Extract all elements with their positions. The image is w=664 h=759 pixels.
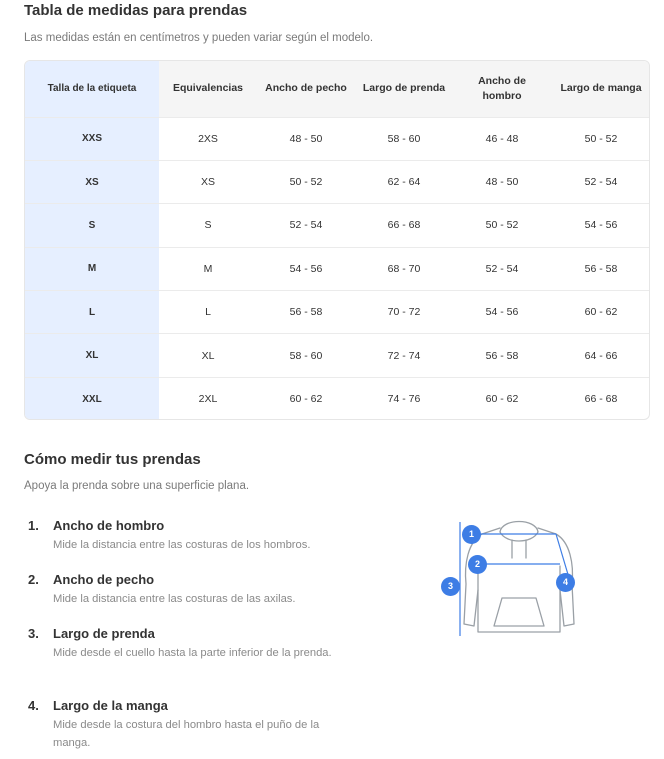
table-cell: 2XL: [159, 377, 257, 420]
table-header-row: [25, 61, 650, 117]
table-cell: M: [159, 247, 257, 290]
table-cell: 60 - 62: [257, 377, 355, 420]
table-cell: M: [25, 247, 159, 290]
measure-badge-4: 4: [556, 573, 575, 592]
table-cell: 46 - 48: [453, 117, 551, 160]
column-header: Ancho de hombro: [453, 61, 551, 117]
table-cell: 70 - 72: [355, 291, 453, 334]
step-name: Largo de la manga: [53, 698, 168, 713]
table-cell: 50 - 52: [257, 160, 355, 203]
table-cell: 48 - 50: [453, 160, 551, 203]
table-cell: 58 - 60: [355, 117, 453, 160]
table-cell: S: [159, 204, 257, 247]
table-row: [25, 291, 650, 334]
table-cell: L: [159, 291, 257, 334]
measure-badge-3: 3: [441, 577, 460, 596]
table-row: [25, 160, 650, 203]
table-cell: 52 - 54: [453, 247, 551, 290]
table-row: [25, 247, 650, 290]
table-cell: 56 - 58: [257, 291, 355, 334]
table-cell: 72 - 74: [355, 334, 453, 377]
table-row: [25, 334, 650, 377]
step-name: Ancho de hombro: [53, 518, 165, 533]
table-cell: 64 - 66: [551, 334, 650, 377]
table-cell: 56 - 58: [551, 247, 650, 290]
column-header: Largo de manga: [551, 61, 650, 117]
table-cell: 50 - 52: [453, 204, 551, 247]
column-header: Largo de prenda: [355, 61, 453, 117]
size-table: [24, 60, 650, 420]
measure-badge-1: 1: [462, 525, 481, 544]
table-cell: XL: [25, 334, 159, 377]
table-cell: 54 - 56: [551, 204, 650, 247]
column-header: Talla de la etiqueta: [25, 61, 159, 117]
step-name: Largo de prenda: [53, 626, 155, 641]
table-cell: S: [25, 204, 159, 247]
table-cell: 2XS: [159, 117, 257, 160]
table-cell: L: [25, 291, 159, 334]
how-to-measure-subtitle: Apoya la prenda sobre una superficie plana.: [24, 480, 250, 492]
table-cell: 66 - 68: [551, 377, 650, 420]
table-cell: 54 - 56: [453, 291, 551, 334]
column-header: Equivalencias: [159, 61, 257, 117]
table-cell: XS: [25, 160, 159, 203]
step-description: Mide la distancia entre las costuras de los hombros.: [53, 539, 311, 551]
table-cell: 48 - 50: [257, 117, 355, 160]
table-cell: XS: [159, 160, 257, 203]
table-cell: 52 - 54: [257, 204, 355, 247]
table-row: [25, 377, 650, 420]
table-cell: 60 - 62: [551, 291, 650, 334]
step-number: 2.: [28, 572, 39, 587]
table-cell: XL: [159, 334, 257, 377]
table-cell: 60 - 62: [453, 377, 551, 420]
table-cell: 54 - 56: [257, 247, 355, 290]
step-description: Mide desde la costura del hombro hasta el puño de la manga.: [53, 719, 320, 749]
table-cell: XXS: [25, 117, 159, 160]
size-table-title: Tabla de medidas para prendas: [24, 2, 248, 19]
step-name: Ancho de pecho: [53, 572, 155, 587]
table-cell: 50 - 52: [551, 117, 650, 160]
step-description: Mide la distancia entre las costuras de las axilas.: [53, 593, 296, 605]
table-cell: 62 - 64: [355, 160, 453, 203]
table-cell: 52 - 54: [551, 160, 650, 203]
how-to-measure-title: Cómo medir tus prendas: [24, 451, 201, 468]
table-cell: 58 - 60: [257, 334, 355, 377]
step-number: 3.: [28, 626, 39, 641]
table-cell: XXL: [25, 377, 159, 420]
table-cell: 74 - 76: [355, 377, 453, 420]
table-cell: 66 - 68: [355, 204, 453, 247]
step-number: 1.: [28, 518, 39, 533]
table-row: [25, 117, 650, 160]
step-description: Mide desde el cuello hasta la parte inferior de la prenda.: [53, 647, 332, 659]
table-row: [25, 204, 650, 247]
size-table-subtitle: Las medidas están en centímetros y pueden variar según el modelo.: [24, 32, 374, 44]
column-header: Ancho de pecho: [257, 61, 355, 117]
step-number: 4.: [28, 698, 39, 713]
hoodie-measurement-icon: [438, 514, 578, 640]
table-cell: 56 - 58: [453, 334, 551, 377]
measure-badge-2: 2: [468, 555, 487, 574]
table-cell: 68 - 70: [355, 247, 453, 290]
